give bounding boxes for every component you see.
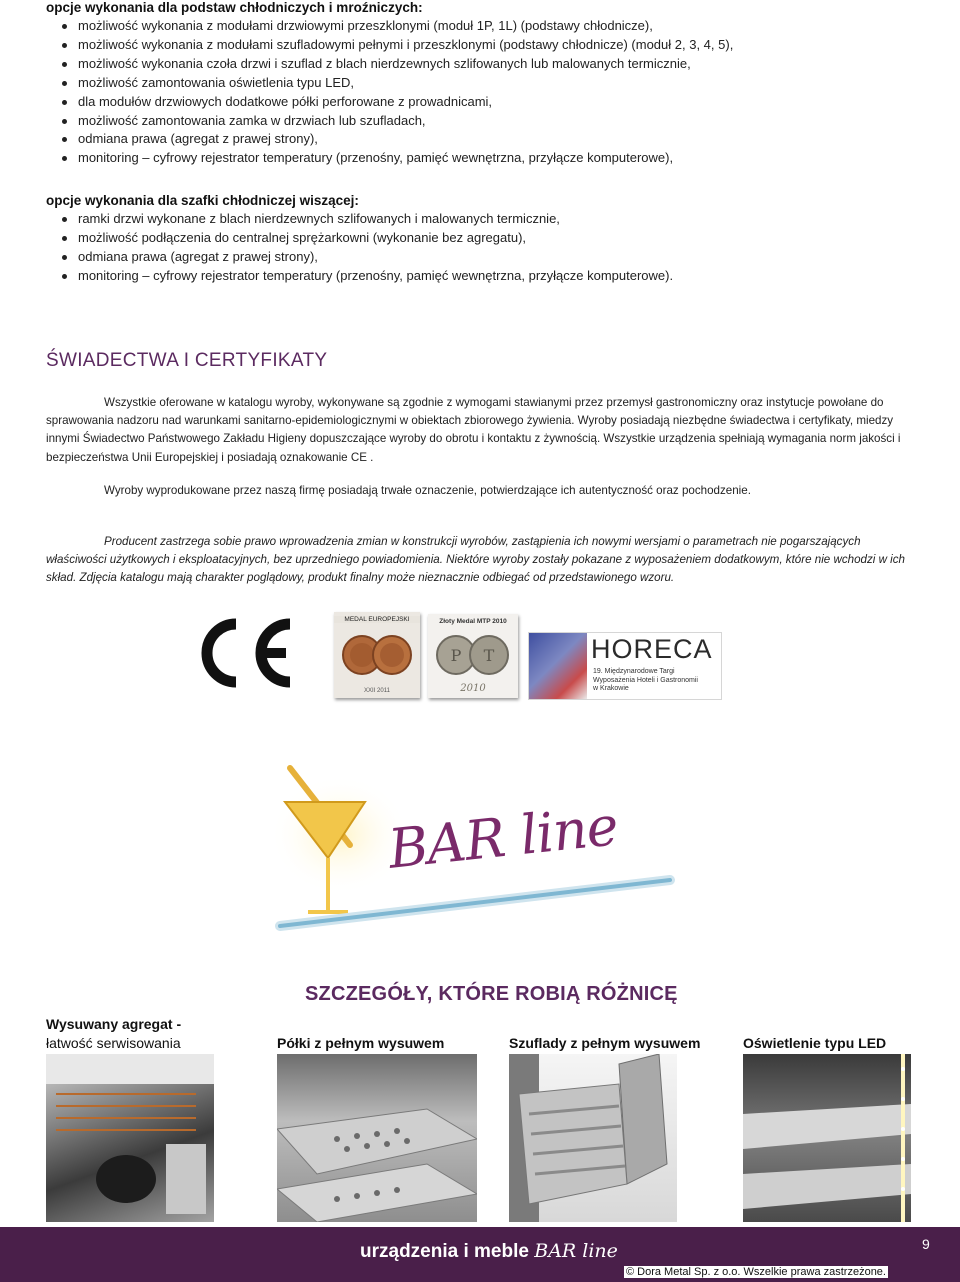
certificates-heading: ŚWIADECTWA I CERTYFIKATY: [46, 350, 328, 371]
feature-caption-drawers: Szuflady z pełnym wysuwem: [509, 1035, 701, 1051]
list-item: możliwość podłączenia do centralnej sprężarkowni (wykonanie bez agregatu),: [60, 229, 673, 248]
page-number: 9: [922, 1236, 930, 1252]
feature-caption-aggregate: Wysuwany agregat - łatwość serwisowania: [46, 1016, 182, 1051]
list-item: monitoring – cyfrowy rejestrator temperatury (przenośny, pamięć wewnętrzna, przyłącze komputerowe),: [60, 149, 733, 168]
list-item: możliwość wykonania z modułami szufladowymi pełnymi i przeszklonymi (podstawy chłodnicze) (moduł 2, 3, 4, 5),: [60, 36, 733, 55]
cooling-options-list: [60, 17, 733, 168]
ce-mark-logo: [188, 616, 296, 690]
list-item: możliwość wykonania z modułami drzwiowymi przeszklonymi (moduł 1P, 1L) (podstawy chłodnicze),: [60, 17, 733, 36]
horeca-collage-image: [529, 633, 587, 699]
list-item: monitoring – cyfrowy rejestrator temperatury (przenośny, pamięć wewnętrzna, przyłącze komputerowe).: [60, 267, 673, 286]
european-medal-logo: [334, 612, 420, 698]
list-item: ramki drzwi wykonane z blach nierdzewnych szlifowanych i malowanych termicznie,: [60, 210, 673, 229]
medal-eu-title: MEDAL EUROPEJSKI: [334, 616, 420, 623]
medal-mtp-year: 2010: [460, 683, 486, 694]
list-item: możliwość zamontowania zamka w drzwiach lub szufladach,: [60, 112, 733, 131]
shelves-photo: [277, 1054, 477, 1222]
copyright-notice: © Dora Metal Sp. z o.o. Wszelkie prawa zastrzeżone.: [626, 1266, 886, 1278]
disclaimer-paragraph: Producent zastrzega sobie prawo wprowadzenia zmian w konstrukcji wyrobów, zastąpienia ich nowymi wersjami o parametrach nie pogarszających właściwości użytkowych i eksploatacyjnych, bez uprzedniego powiadomienia. Niektóre wyroby zostały pokazane z wyposażeniem dodatkowym, które nie wchodzi w ich skład. Zdjęcia katalogu mają charakter poglądowy, produkt finalny może nieznacznie odbiegać od przedstawionego wzoru.: [46, 535, 905, 585]
led-lighting-photo: [743, 1054, 911, 1222]
bar-line-logo: [270, 750, 690, 950]
horeca-fair-logo: [528, 632, 722, 700]
footer-brand: urządzenia i meble BAR line: [360, 1240, 618, 1262]
list-item: odmiana prawa (agregat z prawej strony),: [60, 248, 673, 267]
details-heading: SZCZEGÓŁY, KTÓRE ROBIĄ RÓŻNICĘ: [305, 983, 678, 1005]
bar-line-wordmark: BAR line: [385, 794, 621, 881]
aggregate-photo: [46, 1054, 214, 1222]
medal-mtp-title: Złoty Medal MTP 2010: [439, 618, 507, 625]
feature-caption-led: Oświetlenie typu LED: [743, 1035, 887, 1051]
feature-caption-shelves: Półki z pełnym wysuwem: [277, 1035, 445, 1051]
list-item: możliwość zamontowania oświetlenia typu LED,: [60, 74, 733, 93]
certificates-paragraph-2: Wyroby wyprodukowane przez naszą firmę posiadają trwałe oznaczenie, potwierdzające ich autentyczność oraz pochodzenie.: [104, 484, 751, 497]
cooling-options-title: opcje wykonania dla podstaw chłodniczych i mroźniczych:: [46, 0, 423, 15]
mtp-gold-medal-logo: [428, 614, 518, 698]
hanging-options-title: opcje wykonania dla szafki chłodniczej wiszącej:: [46, 193, 359, 208]
medal-eu-year: XXII 2011: [364, 688, 390, 694]
list-item: dla modułów drzwiowych dodatkowe półki perforowane z prowadnicami,: [60, 93, 733, 112]
drawers-photo: [509, 1054, 677, 1222]
hanging-options-list: [60, 210, 673, 286]
certificates-paragraph-1: Wszystkie oferowane w katalogu wyroby, wykonywane są zgodnie z wymogami stawianymi przez przemysł gastronomiczny oraz instytucje powołane do sprawowania nadzoru nad warunkami sanitarno-epidemiologicznymi w obiektach zbiorowego żywienia. Wyroby posiadają niezbędne świadectwa i certyfikaty, miedzy innymi Świadectwo Państwowego Zakładu Higieny dopuszczające wyroby do obrotu i kontaktu z żywnością. Wszystkie urządzenia spełniają wymagania norm jakości i bezpieczeństwa Unii Europejskiej i posiadają oznakowanie CE .: [46, 396, 901, 464]
list-item: odmiana prawa (agregat z prawej strony),: [60, 130, 733, 149]
horeca-subtitle: 19. Międzynarodowe Targi Wyposażenia Hoteli i Gastronomii w Krakowie: [593, 668, 698, 692]
svg-text:P: P: [450, 646, 462, 665]
svg-text:T: T: [483, 646, 495, 665]
horeca-title: HORECA: [591, 634, 713, 664]
list-item: możliwość wykonania czoła drzwi i szuflad z blach nierdzewnych szlifowanych lub malowanych termicznie,: [60, 55, 733, 74]
